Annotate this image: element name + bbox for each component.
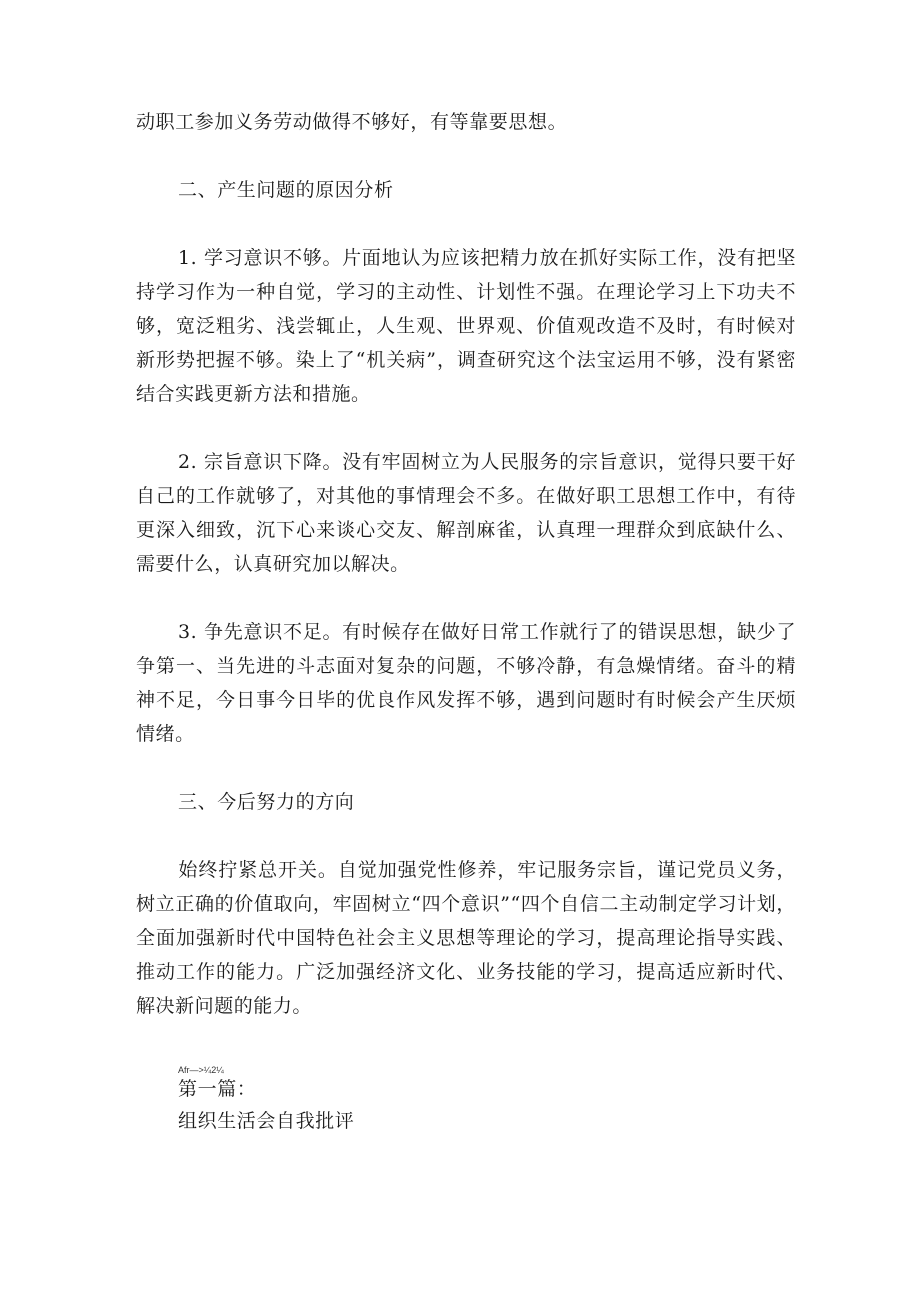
paragraph-purpose-awareness xyxy=(136,445,796,581)
small-marker-text: Afr—>¼2¼ xyxy=(178,1065,224,1075)
part-label: 第一篇： xyxy=(178,1078,257,1100)
part-title: 组织生活会自我批评 xyxy=(178,1110,355,1132)
paragraph-text: 2. 宗旨意识下降。没有牢固树立为人民服务的宗旨意识，觉得只要干好自己的工作就够了，对其他的事情理会不多。在做好职工思想工作中，有待更深入细致，沉下心来谈心交友、解剖麻雀，认真理一理群众到底缺什么、需要什么，认真研究加以解决。 xyxy=(136,451,796,575)
paragraph-study-awareness xyxy=(136,241,796,411)
paragraph-main-switch xyxy=(136,853,796,1023)
section-heading-direction: 三、今后努力的方向 xyxy=(178,791,355,813)
paragraph-text: 3. 争先意识不足。有时候存在做好日常工作就行了的错误思想，缺少了争第一、当先进的斗志面对复杂的问题，不够冷静，有急燥情绪。奋斗的精神不足，今日事今日毕的优良作风发挥不够，遇到问题时有时候会产生厌烦情绪。 xyxy=(136,621,796,745)
paragraph-text: 1. 学习意识不够。片面地认为应该把精力放在抓好实际工作，没有把坚持学习作为一种自觉，学习的主动性、计划性不强。在理论学习上下功夫不够，宽泛粗劣、浅尝辄止，人生观、世界观、价值观改造不及时，有时候对新形势把握不够。染上了“机关病”，调查研究这个法宝运用不够，没有紧密结合实践更新方法和措施。 xyxy=(136,247,796,405)
section-heading-causes: 二、产生问题的原因分析 xyxy=(178,179,394,201)
continuation-line: 动职工参加义务劳动做得不够好，有等靠要思想。 xyxy=(136,111,568,133)
paragraph-competitive-awareness xyxy=(136,615,796,751)
paragraph-text: 始终拧紧总开关。自觉加强党性修养，牢记服务宗旨，谨记党员义务，树立正确的价值取向，牢固树立“四个意识”“四个自信二主动制定学习计划，全面加强新时代中国特色社会主义思想等理论的学习，提高理论指导实践、推动工作的能力。广泛加强经济文化、业务技能的学习，提高适应新时代、解决新问题的能力。 xyxy=(136,859,796,1017)
